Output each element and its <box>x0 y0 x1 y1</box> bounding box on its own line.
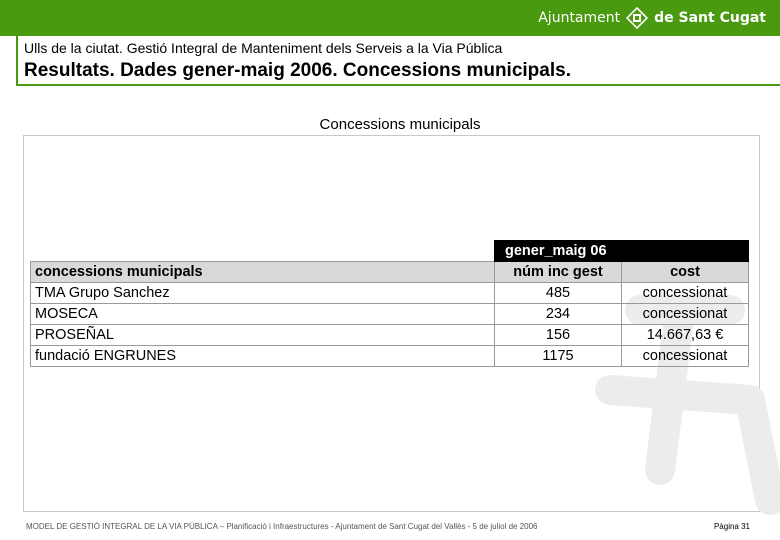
accent-line-vertical <box>16 36 18 86</box>
column-header-incidents: núm inc gest <box>495 262 622 283</box>
cell-incidents: 156 <box>495 325 622 346</box>
header-bar <box>0 0 780 36</box>
cell-incidents: 1175 <box>495 346 622 367</box>
table-row <box>31 346 749 367</box>
page-title: Resultats. Dades gener-maig 2006. Concessions municipals. <box>24 60 571 81</box>
table-header-row <box>31 262 749 283</box>
footer-text: MODEL DE GESTIÓ INTEGRAL DE LA VIA PÚBLICA – Planificació i Infraestructures - Ajuntament de Sant Cugat del Vallès - 5 de juliol de 2006 <box>26 522 538 531</box>
column-header-cost: cost <box>622 262 749 283</box>
cell-cost: 14.667,63 € <box>622 325 749 346</box>
cell-cost: concessionat <box>622 346 749 367</box>
table-group-header: gener_maig 06 <box>495 241 749 262</box>
cell-cost: concessionat <box>622 283 749 304</box>
logo-text-ajuntament: Ajuntament <box>538 10 621 26</box>
table-row <box>31 325 749 346</box>
cell-incidents: 485 <box>495 283 622 304</box>
table-row <box>31 283 749 304</box>
table-row <box>31 304 749 325</box>
cell-concession: MOSECA <box>31 304 495 325</box>
cell-concession: PROSEÑAL <box>31 325 495 346</box>
concessions-table <box>30 240 749 367</box>
page-number: Pàgina 31 <box>713 522 750 531</box>
logo-text-sant-cugat: de Sant Cugat <box>654 10 766 26</box>
table-header-blank <box>31 241 495 262</box>
page-subtitle: Ulls de la ciutat. Gestió Integral de Manteniment dels Serveis a la Via Pública <box>24 40 503 56</box>
chart-title: Concessions municipals <box>319 116 481 133</box>
city-seal-icon <box>626 7 648 29</box>
table-group-header-row <box>31 241 749 262</box>
cell-incidents: 234 <box>495 304 622 325</box>
cell-concession: TMA Grupo Sanchez <box>31 283 495 304</box>
cell-concession: fundació ENGRUNES <box>31 346 495 367</box>
column-header-concessions: concessions municipals <box>31 262 495 283</box>
accent-line <box>16 84 780 86</box>
ajuntament-logo <box>538 6 766 30</box>
cell-cost: concessionat <box>622 304 749 325</box>
